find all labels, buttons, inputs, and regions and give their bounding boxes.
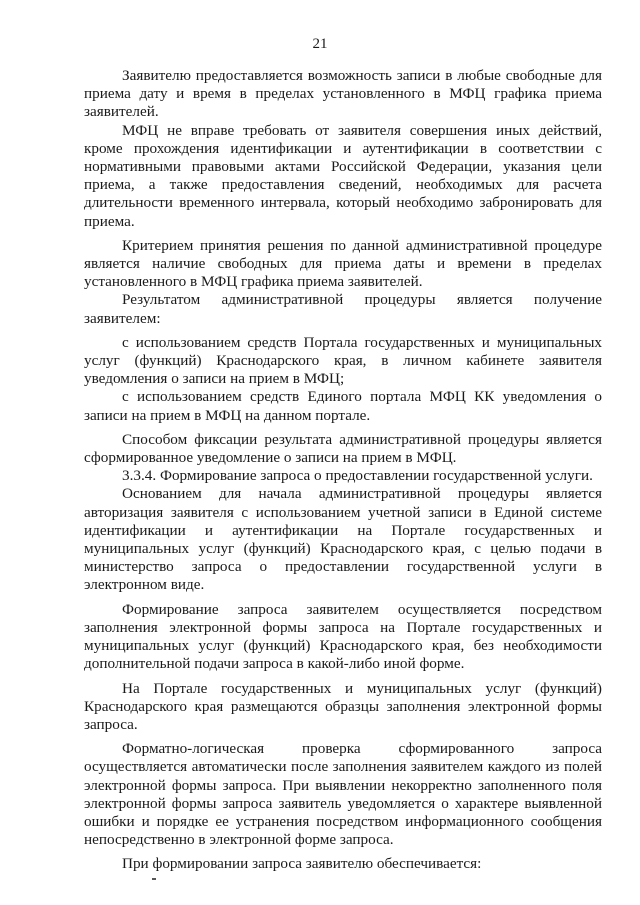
section-heading-3-3-4: 3.3.4. Формирование запроса о предоставлении государственной услуги. bbox=[122, 467, 593, 485]
paragraph-sample-forms: На Портале государственных и муниципальных услуг (функций) Краснодарского края размещаются образцы заполнения электронной формы запроса. bbox=[84, 679, 602, 733]
scan-mark bbox=[152, 878, 156, 880]
page-number: 21 bbox=[312, 36, 328, 52]
paragraph-result-mfc-portal: с использованием средств Единого портала МФЦ КК уведомления о записи на прием в МФЦ на данном портале. bbox=[84, 388, 602, 424]
paragraph-format-check: Форматно-логическая проверка сформированного запроса осуществляется автоматически после заполнения заявителем каждого из полей электронной формы запроса. При выявлении некорректно заполненного поля электронной формы запроса заявитель уведомляется о характере выявленной ошибки и порядке ее устранения посредством информационного сообщения непосредственно в электронной форме запроса. bbox=[84, 740, 602, 849]
paragraph-request-formation: Формирование запроса заявителем осуществляется посредством заполнения электронной формы запроса на Портале государственных и муниципальных услуг (функций) Краснодарского края, без необходимости дополнительной подачи запроса в какой-либо иной форме. bbox=[84, 600, 602, 673]
paragraph-applicant-provided: При формировании запроса заявителю обеспечивается: bbox=[122, 855, 482, 873]
paragraph-result-intro: Результатом административной процедуры является получение заявителем: bbox=[84, 291, 602, 327]
document-body bbox=[84, 67, 602, 874]
paragraph-appointment-option: Заявителю предоставляется возможность записи в любые свободные для приема дату и время в пределах установленного в МФЦ графика приема заявителей. bbox=[84, 67, 602, 121]
paragraph-result-portal: с использованием средств Портала государственных и муниципальных услуг (функций) Краснодарского края, в личном кабинете заявителя уведомления о записи на прием в МФЦ; bbox=[84, 333, 602, 388]
paragraph-procedure-basis: Основанием для начала административной процедуры является авторизация заявителя с использованием учетной записи в Единой системе идентификации и аутентификации на Портале государственных и муниципальных услуг (функций) Краснодарского края, с целью подачи в министерство запроса о предоставлении государственной услуги в электронном виде. bbox=[84, 485, 602, 594]
paragraph-mfc-restrictions: МФЦ не вправе требовать от заявителя совершения иных действий, кроме прохождения идентификации и аутентификации в соответствии с нормативными правовыми актами Российской Федерации, указания цели приема, а также предоставления сведений, необходимых для расчета длительности временного интервала, который необходимо забронировать для приема. bbox=[84, 121, 602, 230]
paragraph-fixation-method: Способом фиксации результата административной процедуры является сформированное уведомление о записи на прием в МФЦ. bbox=[84, 430, 602, 467]
paragraph-decision-criterion: Критерием принятия решения по данной административной процедуре является наличие свободных для приема даты и времени в пределах установленного в МФЦ графика приема заявителей. bbox=[84, 236, 602, 291]
